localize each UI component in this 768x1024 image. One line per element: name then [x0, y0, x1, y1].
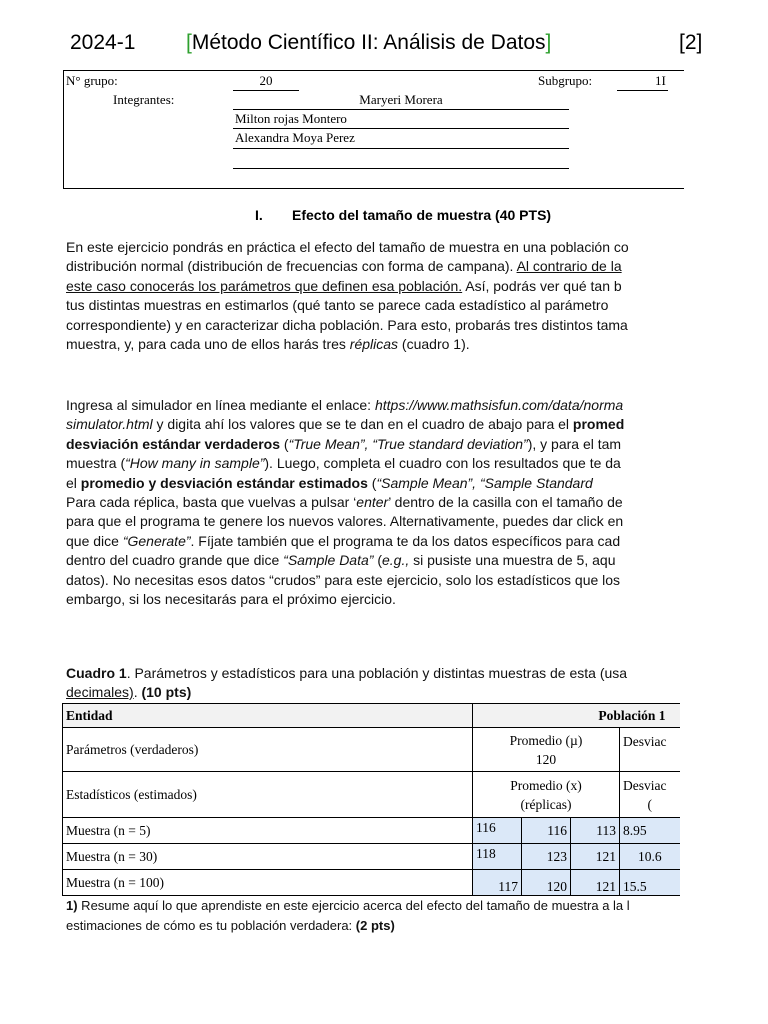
- instructions-line: desviación estándar verdaderos (“True Mean”, “True standard deviation”), y para el tam: [66, 435, 622, 452]
- sample-mean-cell: [473, 772, 620, 818]
- members-label: Integrantes:: [113, 92, 175, 107]
- table-header-row: [63, 704, 680, 728]
- course-title: [186, 31, 551, 55]
- member-3[interactable]: Alexandra Moya Perez: [235, 130, 355, 145]
- simulator-link[interactable]: https://www.mathsisfun.com/data/norma: [374, 397, 624, 413]
- true-mean-cell: [473, 728, 620, 772]
- intro-paragraph: [66, 238, 629, 354]
- instructions-line: dentro del cuadro grande que dice “Sample Data” (e.g., si pusiste una muestra de 5, aqu: [66, 552, 616, 569]
- subgroup-value-line: [617, 90, 668, 91]
- group-label: N° grupo:: [66, 73, 118, 88]
- instructions-line: datos). No necesitas esos datos “crudos” para este ejercicio, solo los estadísticos que los: [66, 571, 621, 588]
- group-value-line: [233, 90, 299, 91]
- sample-mean-sub: (réplicas): [520, 796, 572, 812]
- instructions-line: que dice “Generate”. Fíjate también que el programa te da los datos específicos para cad: [66, 532, 621, 549]
- mean-replica-1[interactable]: 116: [473, 818, 522, 844]
- mean-replica-3[interactable]: 121: [571, 844, 620, 870]
- member-1[interactable]: Maryeri Morera: [359, 92, 443, 107]
- caption-line: Cuadro 1. Parámetros y estadísticos para una población y distintas muestras de esta (usa: [66, 665, 628, 681]
- sample-sd-cell: [620, 772, 680, 818]
- true-mean-value: 120: [535, 751, 557, 767]
- instructions-line: muestra (“How many in sample”). Luego, completa el cuadro con los resultados que te da: [66, 455, 621, 472]
- simulator-link-end[interactable]: simulator.html: [66, 416, 153, 433]
- mean-replica-1[interactable]: 118: [473, 844, 522, 870]
- mean-replica-2[interactable]: 120: [522, 870, 571, 896]
- instructions-line: Ingresa al simulador en línea mediante el enlace: https://www.mathsisfun.com/data/norma: [66, 397, 624, 413]
- population-header: Población 1: [473, 704, 680, 728]
- sample-sd-label: Desviac: [623, 778, 667, 793]
- intro-line: distribución normal (distribución de frecuencias con forma de campana). Al contrario de la: [66, 258, 622, 275]
- sample-mean-label: Promedio (x): [510, 777, 582, 793]
- table-row: [63, 870, 680, 896]
- instructions-paragraph: [66, 396, 624, 609]
- table-row: [63, 818, 680, 844]
- stats-row: [63, 772, 680, 818]
- instructions-line: embargo, si los necesitarás para el próximo ejercicio.: [66, 591, 396, 608]
- intro-line: correspondiente) y en caracterizar dicha población. Para esto, probarás tres distintos tama: [66, 316, 628, 333]
- true-mean-label: Promedio (µ): [509, 732, 583, 748]
- instructions-line: para que el programa te genere los nuevos valores. Alternativamente, puedes dar click en: [66, 513, 624, 530]
- mean-replica-3[interactable]: 113: [571, 818, 620, 844]
- mean-replica-2[interactable]: 116: [522, 818, 571, 844]
- course-name: Método Científico II: Análisis de Datos: [191, 31, 546, 54]
- subgroup-value[interactable]: 1I: [655, 73, 666, 88]
- instructions-line: Para cada réplica, basta que vuelvas a pulsar ‘enter’ dentro de la casilla con el tamaño de: [66, 494, 623, 511]
- stats-label: Estadísticos (estimados): [63, 772, 473, 818]
- caption-line: decimales). (10 pts): [66, 684, 192, 700]
- section-number: I.: [255, 207, 263, 223]
- table-row: [63, 844, 680, 870]
- sample-sd-sub: (: [647, 797, 652, 812]
- intro-line: muestra, y, para cada uno de ellos harás tres réplicas (cuadro 1).: [66, 336, 470, 353]
- bracket-close: ]: [545, 31, 552, 54]
- group-value[interactable]: 20: [259, 73, 273, 88]
- member-3-line: [233, 148, 569, 149]
- row-label: Muestra (n = 30): [63, 844, 473, 870]
- true-sd-label: Desviac: [620, 728, 680, 772]
- intro-line: este caso conocerás los parámetros que definen esa población. Así, podrás ver qué tan b: [66, 277, 622, 294]
- mean-replica-1[interactable]: 117: [473, 870, 522, 896]
- params-row: [63, 728, 680, 772]
- intro-line: En este ejercicio pondrás en práctica el efecto del tamaño de muestra en una población co: [66, 239, 629, 255]
- params-label: Parámetros (verdaderos): [63, 728, 473, 772]
- term-label: 2024-1: [70, 31, 136, 54]
- cuadro-1-table: [62, 703, 680, 896]
- member-4-line: [233, 168, 569, 169]
- sd-replica-1[interactable]: 8.95: [620, 818, 680, 844]
- bracket-open: [: [186, 31, 192, 54]
- question-line: estimaciones de cómo es tu población verdadera: (2 pts): [66, 917, 395, 933]
- question-1: [66, 896, 630, 935]
- row-label: Muestra (n = 100): [63, 870, 473, 896]
- question-line: 1) Resume aquí lo que aprendiste en este ejercicio acerca del efecto del tamaño de muestra a la l: [66, 898, 630, 913]
- sd-replica-1[interactable]: 15.5: [620, 870, 680, 896]
- mean-replica-3[interactable]: 121: [571, 870, 620, 896]
- row-label: Muestra (n = 5): [63, 818, 473, 844]
- intro-line: tus distintas muestras en estimarlos (qué tanto se parece cada estadístico al parámetro: [66, 297, 609, 314]
- subgroup-label: Subgrupo:: [538, 73, 593, 88]
- entity-header: Entidad: [63, 704, 473, 728]
- mean-replica-2[interactable]: 123: [522, 844, 571, 870]
- section-title: Efecto del tamaño de muestra (40 PTS): [292, 207, 552, 223]
- instructions-line: simulator.html y digita ahí los valores que se te dan en el cuadro de abajo para el promed: [66, 416, 625, 433]
- member-2[interactable]: Milton rojas Montero: [235, 111, 347, 126]
- table-caption: [66, 664, 627, 702]
- instructions-line: el promedio y desviación estándar estimados (“Sample Mean”, “Sample Standard: [66, 474, 593, 491]
- member-2-line: [233, 128, 569, 129]
- sd-replica-1[interactable]: 10.6: [620, 844, 680, 870]
- page-number: [2]: [679, 31, 703, 54]
- member-1-line: [233, 109, 569, 110]
